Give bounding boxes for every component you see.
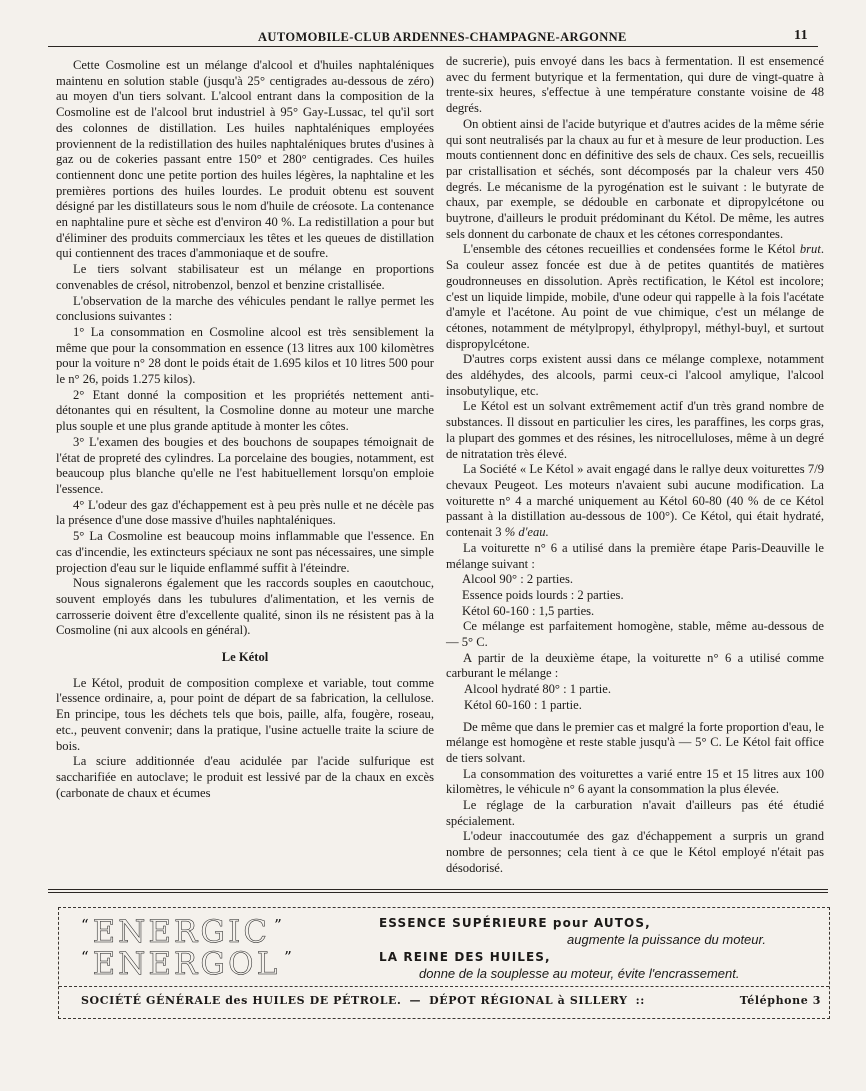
paragraph: 2° Etant donné la composition et les propriétés nettement anti-détonantes qui en résultent, la Cosmoline donne au moteur une marche plus souple et une plus grande aptitude à monter les côtes.: [56, 387, 434, 434]
brand-energic: [77, 914, 286, 950]
text-run: La Société « Le Kétol » avait engagé dans le rallye deux voiturettes 7/9 chevaux Peugeot. Les moteurs n'avaient subi aucune modification. La voiturette n° 4 a marché uniquement au Kétol 60-80 (40 % de ce Kétol passant à la distillation au-dessous de 100°). Ce Kétol, qui était hydraté, contenait 3: [446, 462, 824, 540]
text-run: L'ensemble des cétones recueillies et condensées forme le Kétol: [463, 242, 800, 257]
italic-term: % d'eau.: [504, 525, 549, 540]
paragraph: L'observation de la marche des véhicules pendant le rallye permet les conclusions suivantes :: [56, 293, 434, 324]
ad-footer: [81, 994, 821, 1007]
right-column: [446, 54, 824, 877]
paragraph: La consommation des voiturettes a varié entre 15 et 15 litres aux 100 kilomètres, le véhicule n° 6 ayant la consommation la plus élevée.: [446, 766, 824, 797]
recipe-line: Alcool 90° : 2 parties.: [462, 572, 574, 587]
paragraph: Ce mélange est parfaitement homogène, stable, même au-dessous de — 5° C.: [446, 619, 824, 650]
paragraph: La voiturette n° 6 a utilisé dans la première étape Paris-Deauville le mélange suivant :: [446, 540, 824, 571]
paragraph: L'odeur inaccoutumée des gaz d'échappement a surpris un grand nombre de personnes; cela tient à ce que le Kétol employé n'était pas désodorisé.: [446, 829, 824, 875]
colon-separator: ::: [635, 994, 645, 1007]
recipe-line: Kétol 60-160 : 1 partie.: [464, 697, 582, 712]
left-column: [56, 58, 434, 801]
depot-name: DÉPOT RÉGIONAL à SILLERY: [429, 994, 628, 1007]
tagline-energic: augmente la puissance du moteur.: [567, 932, 766, 947]
open-quote: “: [81, 916, 89, 934]
paragraph: Le réglage de la carburation n'avait d'ailleurs pas été étudié spécialement.: [446, 798, 824, 828]
dash-separator: —: [409, 994, 422, 1007]
recipe-line: Alcool hydraté 80° : 1 partie.: [464, 682, 612, 697]
paragraph: Le Kétol est un solvant extrêmement actif d'un très grand nombre de substances. Il dissout en particulier les cires, les paraffines, les corps gras, la plupart des gommes et des résines, les nitrocelluloses, même à un degré de nitratation très élevé.: [446, 399, 824, 461]
brand-name: ENERGOL: [92, 946, 281, 982]
paragraph: La sciure additionnée d'eau acidulée par l'acide sulfurique est saccharifiée en autoclave; le produit est lessivé par de la chaux en excès (carbonate de chaux et écumes: [56, 754, 434, 800]
paragraph: Le tiers solvant stabilisateur est un mélange en proportions convenables de crésol, nitrobenzol, benzol et benzine cristallisée.: [56, 262, 434, 292]
telephone: Téléphone 3: [739, 994, 821, 1007]
slogan-energic: ESSENCE SUPÉRIEURE pour AUTOS,: [379, 916, 651, 930]
paragraph: 4° L'odeur des gaz d'échappement est à peu près nulle et ne décèle pas la présence d'une dose massive d'huiles naphtaléniques.: [56, 497, 434, 528]
paragraph: Le Kétol, produit de composition complexe et variable, tout comme l'essence ordinaire, a, pour point de départ de sa fabrication, la cellulose. En principe, tous les déchets tels que bois, paille, alfa, fougère, roseau, etc., peuvent convenir; dans la pratique, l'usine actuelle traite la sciure de bois.: [56, 675, 434, 753]
page-header: [48, 26, 814, 46]
recipe-line: Essence poids lourds : 2 parties.: [462, 587, 624, 602]
brand-name: ENERGIC: [92, 914, 271, 950]
paragraph: Nous signalerons également que les raccords souples en caoutchouc, souvent employés dans les tubulures d'alimentation, et les vernis de carrosserie doivent être d'excellente qualité, sinon ils ne résistent pas à la Cosmoline (ni aux alcools en général).: [56, 576, 434, 638]
ad-divider: [59, 986, 829, 987]
close-quote: ”: [284, 948, 292, 966]
company-name: SOCIÉTÉ GÉNÉRALE des HUILES DE PÉTROLE.: [81, 994, 402, 1007]
paragraph: 3° L'examen des bougies et des bouchons de soupapes témoignait de l'état de propreté des cylindres. La porcelaine des bougies, notamment, est beaucoup plus blanche qu'elle ne l'est habituellement lorsqu'on emploie l'essence.: [56, 434, 434, 496]
paragraph: A partir de la deuxième étape, la voiturette n° 6 a utilisé comme carburant le mélange :: [446, 650, 824, 681]
advertisement: [58, 907, 830, 1019]
section-heading: Le Kétol: [221, 650, 269, 665]
page-number: 11: [793, 28, 808, 43]
paragraph: [446, 462, 824, 541]
paragraph: 5° La Cosmoline est beaucoup moins inflammable que l'essence. En cas d'incendie, les extincteurs spéciaux ne sont pas nécessaires, une simple projection d'eau sur le liquide enflammé suffit à l'éteindre.: [56, 529, 434, 575]
close-quote: ”: [274, 916, 282, 934]
paragraph: On obtient ainsi de l'acide butyrique et d'autres acides de la même série qui sont neutralisés par la chaux au fur et à mesure de leur production. Les mouts contiennent donc en définitive des sels de chaux. Ces sels, recueillis par cristallisation et séchés, sont décomposés par la chaleur vers 450 degrés. Le mécanisme de la pyrogénation est le suivant : le butyrate de chaux, par exemple, se dédouble en carbonate et dipropylcétone ou buytrone, d'ailleurs le produit prédominant du Kétol. De même, les autres sels donnent du carbonate de chaux et les cétones correspondantes.: [446, 116, 824, 241]
italic-term: brut: [799, 242, 821, 257]
paragraph: D'autres corps existent aussi dans ce mélange complexe, notamment des aldéhydes, des alcools, parmi ceux-ci l'alcool amylique, l'alcool insobutylique, etc.: [446, 352, 824, 398]
paragraph: de sucrerie), puis envoyé dans les bacs à fermentation. Il est ensemencé avec du ferment butyrique et la fermentation, qui dure de vingt-quatre à trente-six heures, s'effectue à une température constante voisine de 48 degrés.: [446, 54, 824, 116]
text-run: . Sa couleur assez foncée est due à de petites quantités de matières goudronneuses en dissolution. Après rectification, le Kétol est incolore; c'est un liquide limpide, mobile, d'une odeur qui rappelle à la fois l'acétate d'amyle et l'acétone. Au point de vue chimique, c'est un mélange de cétones, notamment de métylpropyl, éthylpropyl, méthyl-buyl, et surtout dispropylcétone.: [446, 242, 824, 351]
slogan-energol: LA REINE DES HUILES,: [379, 950, 551, 964]
separator-rule: [48, 889, 828, 890]
paragraph: [446, 242, 824, 352]
tagline-energol: donne de la souplesse au moteur, évite l'encrassement.: [419, 966, 740, 981]
brand-energol: [77, 946, 296, 982]
header-title: AUTOMOBILE-CLUB ARDENNES-CHAMPAGNE-ARGONNE: [258, 30, 627, 44]
header-rule: [48, 46, 818, 47]
recipe-line: Kétol 60-160 : 1,5 parties.: [462, 603, 595, 618]
open-quote: “: [81, 948, 89, 966]
paragraph: Cette Cosmoline est un mélange d'alcool et d'huiles naphtaléniques maintenu en solution stable (jusqu'à 25° centigrades au-dessous de zéro) au moyen d'un tiers solvant. L'alcool entrant dans la composition de la Cosmoline est de l'alcool brut industriel à 95° Gay-Lussac, tel qu'il sort des colonnes de distillation. Les huiles naphtaléniques employées proviennent de la redistillation des huiles naphtaléniques brutes d'usines à gaz ou de cokeries passant entre 150° et 280° centigrades. Ces huiles contiennent donc une petite portion des huiles légères, la naphtaline et les premières portions des huiles lourdes. Le produit obtenu est souvent désigné par les distillateurs sous le nom d'huile de créosote. La contenance en naphtaline pure et sèche est d'environ 40 %. La redistillation a pour but d'éliminer des produits commerciaux les têtes et les queues de distillation qui contiennent des traces d'ammoniaque et de soufre.: [56, 58, 434, 261]
paragraph: 1° La consommation en Cosmoline alcool est très sensiblement la même que pour la consommation en essence (13 litres aux 100 kilomètres pour la voiture n° 28 dont le poids était de 1.695 kilos et 10 litres 500 pour le n° 26, poids 1.275 kilos).: [56, 324, 434, 387]
paragraph: De même que dans le premier cas et malgré la forte proportion d'eau, le mélange est homogène et reste stable jusqu'à — 5° C. Le Kétol fait office de tiers solvant.: [446, 719, 824, 765]
separator-rule: [48, 892, 828, 893]
